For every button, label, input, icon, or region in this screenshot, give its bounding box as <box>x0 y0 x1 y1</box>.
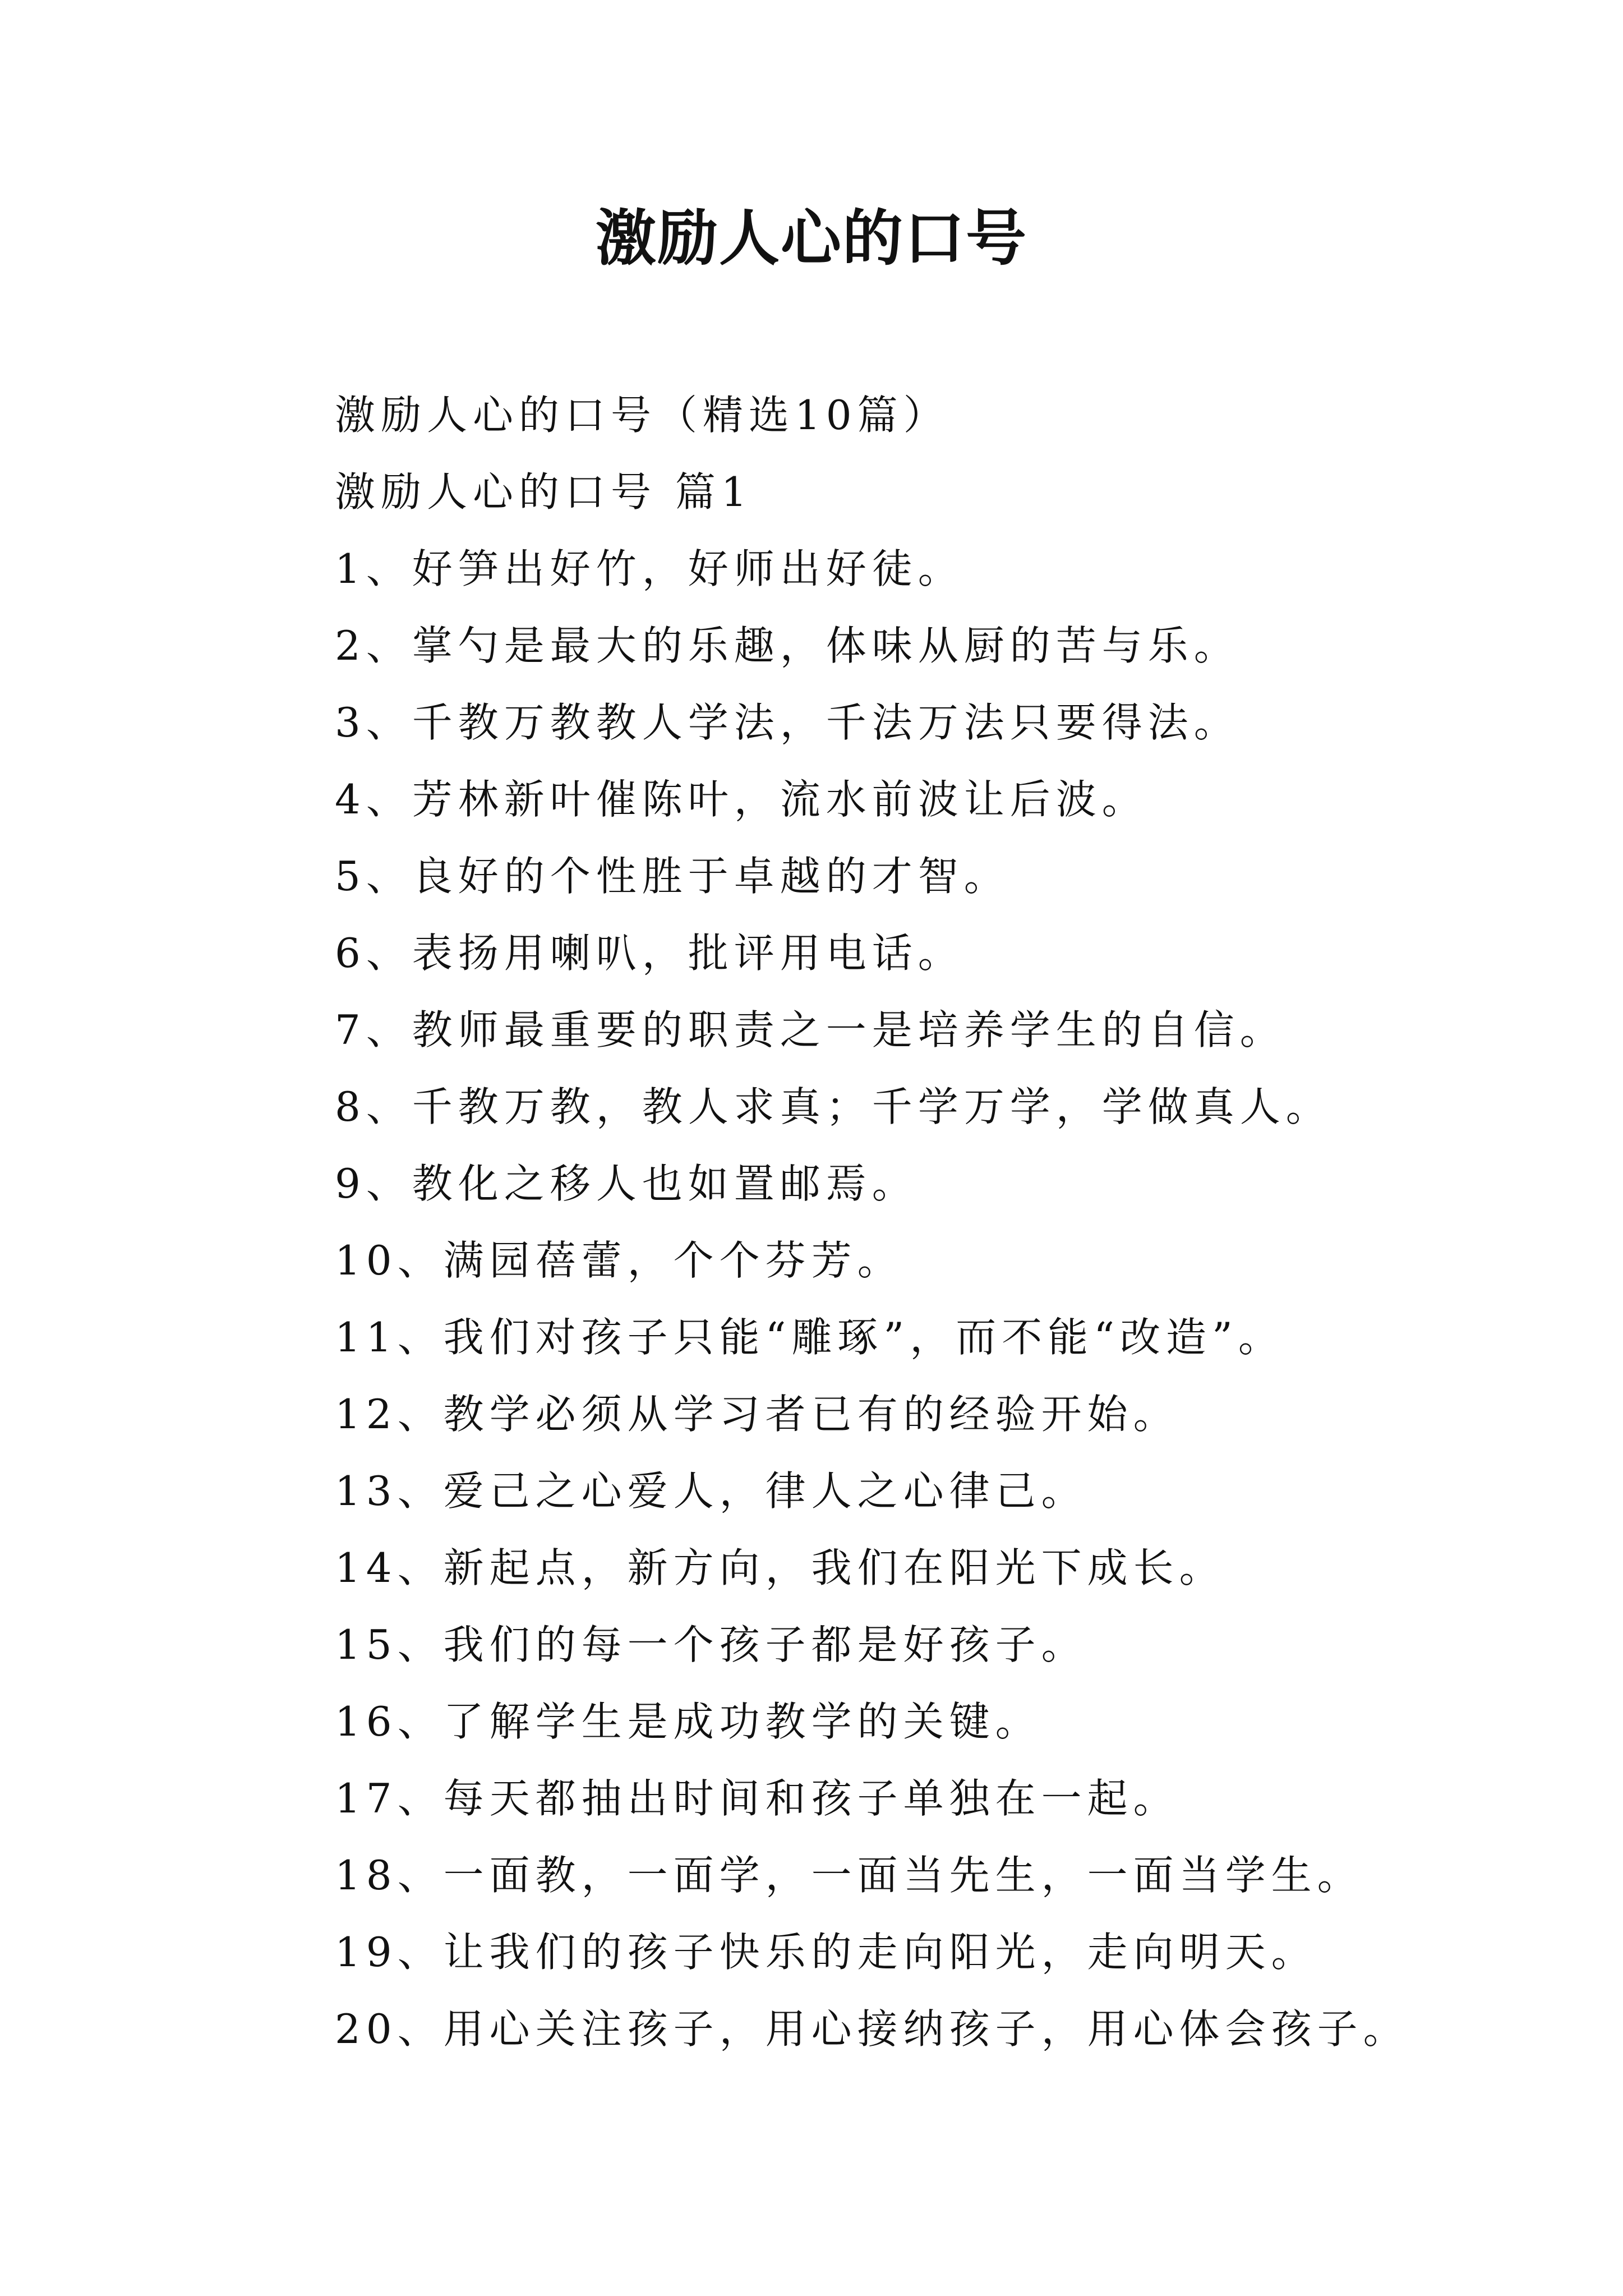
slogan-item: 7、教师最重要的职责之一是培养学生的自信。 <box>335 1006 1286 1053</box>
slogan-item: 13、爱己之心爱人，律人之心律己。 <box>335 1467 1087 1515</box>
slogan-item: 4、芳林新叶催陈叶，流水前波让后波。 <box>335 776 1148 823</box>
slogan-item: 8、千教万教，教人求真；千学万学，学做真人。 <box>335 1083 1332 1130</box>
slogan-item: 15、我们的每一个孩子都是好孩子。 <box>335 1621 1087 1668</box>
slogan-item: 1、好笋出好竹，好师出好徒。 <box>335 545 964 592</box>
slogan-item: 16、了解学生是成功教学的关键。 <box>335 1698 1041 1745</box>
slogan-item: 9、教化之移人也如置邮焉。 <box>335 1160 918 1207</box>
document-title: 激励人心的口号 <box>595 203 1027 274</box>
slogan-item: 17、每天都抽出时间和孩子单独在一起。 <box>335 1775 1179 1822</box>
slogan-item: 10、满园蓓蕾，个个芬芳。 <box>335 1237 903 1284</box>
section-heading: 激励人心的口号 篇1 <box>335 468 753 516</box>
slogan-item: 19、让我们的孩子快乐的走向阳光，走向明天。 <box>335 1929 1317 1976</box>
slogan-item: 3、千教万教教人学法，千法万法只要得法。 <box>335 699 1240 746</box>
slogan-item: 2、掌勺是最大的乐趣，体味从厨的苦与乐。 <box>335 622 1240 669</box>
slogan-item: 20、用心关注孩子，用心接纳孩子，用心体会孩子。 <box>335 2005 1409 2053</box>
slogan-item: 5、良好的个性胜于卓越的才智。 <box>335 853 1010 900</box>
document-body <box>335 377 1597 2068</box>
slogan-item: 11、我们对孩子只能“雕琢”，而不能“改造”。 <box>335 1314 1284 1361</box>
slogan-item: 6、表扬用喇叭，批评用电话。 <box>335 930 964 977</box>
slogan-item: 14、新起点，新方向，我们在阳光下成长。 <box>335 1544 1225 1591</box>
document-subtitle: 激励人心的口号（精选10篇） <box>335 392 949 439</box>
slogan-item: 18、一面教，一面学，一面当先生，一面当学生。 <box>335 1852 1363 1899</box>
slogan-item: 12、教学必须从学习者已有的经验开始。 <box>335 1391 1179 1438</box>
